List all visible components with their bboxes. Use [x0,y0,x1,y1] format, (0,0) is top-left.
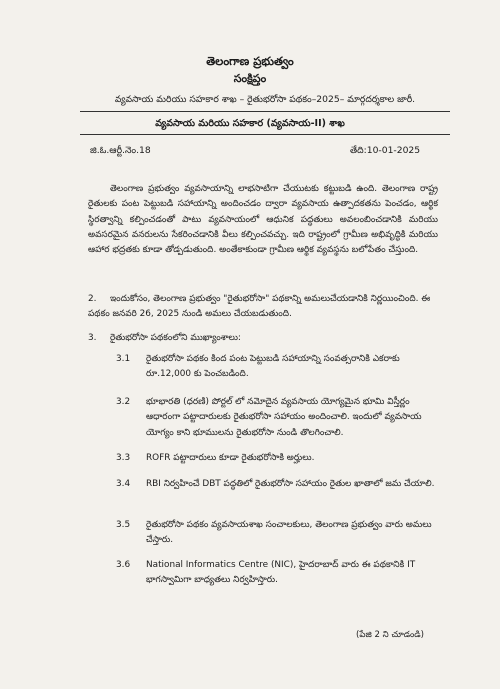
subject-line: వ్యవసాయ మరియు సహకార శాఖ – రైతుభరోసా పథకం–2025– మార్గదర్శకాల జారీ. [114,94,416,105]
order-date: తేది:10-01-2025 [350,145,421,156]
government-title: తెలంగాణ ప్రభుత్వం [206,54,294,68]
order-number: జి.ఓ.ఆర్టీ.నెం.18 [90,145,151,156]
feature-number: 3.6 [116,560,131,570]
department-title: వ్యవసాయ మరియు సహకార (వ్యవసాయ-II) శాఖ [155,118,345,129]
paragraph-2-text: ఇందుకోసం, తెలంగాణ ప్రభుత్వం "రైతుభరోసా" పథకాన్ని అమలుచేయడానికి నిర్ణయించింది. ఈ పథకం జనవరి 26, 2025 నుండి అమలు చేయబడుతుంది. [88,294,431,320]
paragraph-2-number: 2. [88,294,97,304]
feature-text: భూభారతి (ధరణి) పోర్టల్ లో నమోదైన వ్యవసాయ యోగ్యమైన భూమి విస్తీర్ణం ఆధారంగా పట్టాదారులకు రైతుభరోసా సహాయం అందించాలి. ఇందులో వ్యవసాయ యోగ్యం కాని భూములను రైతుభరోసా నుండి తొలగించాలి. [146,397,422,438]
feature-text: RBI నిర్వహించే DBT పద్ధతిలో రైతుభరోసా సహాయం రైతుల ఖాతాలో జమ చేయాలి. [146,479,435,489]
feature-text: National Informatics Centre (NIC), హైదరాబాద్ వారు ఈ పథకానికి IT భాగస్వామిగా బాధ్యతలు నిర్వహిస్తారు. [146,560,416,586]
abstract-title: సంక్షిప్తం [233,72,267,85]
feature-item [116,558,438,589]
feature-number: 3.1 [116,354,131,364]
page-continuation-note: (పేజి 2 ని చూడండి) [356,630,425,640]
paragraph-3-text: రైతుభరోసా పథకంలోని ముఖ్యాంశాలు: [110,333,241,343]
feature-item [116,352,438,383]
feature-number: 3.3 [116,453,131,463]
feature-item [116,451,438,466]
feature-text: రైతుభరోసా పథకం వ్యవసాయశాఖ సంచాలకులు, తెలంగాణ ప్రభుత్వం వారు అమలు చేస్తారు. [146,520,432,546]
feature-item [116,477,438,492]
divider-bottom [80,134,450,135]
paragraph-3 [88,333,438,345]
paragraph-1: తెలంగాణ ప్రభుత్వం వ్యవసాయాన్ని లాభసాటిగా చేయుటకు కట్టుబడి ఉంది. తెలంగాణ రాష్ట్ర రైతులకు పంట పెట్టుబడి సహాయాన్ని అందించడం ద్వారా వ్యవసాయ ఉత్పాదకతను పెంచడం, ఆర్థిక స్థిరత్వాన్ని కల్పించడంతో పాటు వ్యవసాయంలో ఆధునిక పద్ధతులు అవలంబించడానికి మరియు అవసరమైన వనరులను సేకరించడానికి వీలు కల్పించవచ్చు. ఇది రాష్ట్రంలో గ్రామీణ అభివృద్ధికి మరియు ఆహార భద్రతకు కూడా తోడ్పడుతుంది. అంతేకాకుండా గ్రామీణ ఆర్థిక వ్యవస్థను బలోపేతం చేస్తుంది. [88,184,438,256]
paragraph-2 [88,292,438,323]
feature-item [116,518,438,549]
feature-text: ROFR పట్టాదారులు కూడా రైతుభరోసాకి అర్హులు. [146,453,315,463]
paragraph-3-number: 3. [88,333,97,343]
feature-number: 3.4 [116,479,131,489]
feature-text: రైతుభరోసా పథకం కింద పంట పెట్టుబడి సహాయాన్ని సంవత్సరానికి ఎకరాకు రూ.12,000 కు పెంచబడింది. [146,354,400,380]
feature-number: 3.5 [116,520,131,530]
feature-item [116,395,438,441]
divider-top [80,111,450,112]
feature-number: 3.2 [116,397,131,407]
